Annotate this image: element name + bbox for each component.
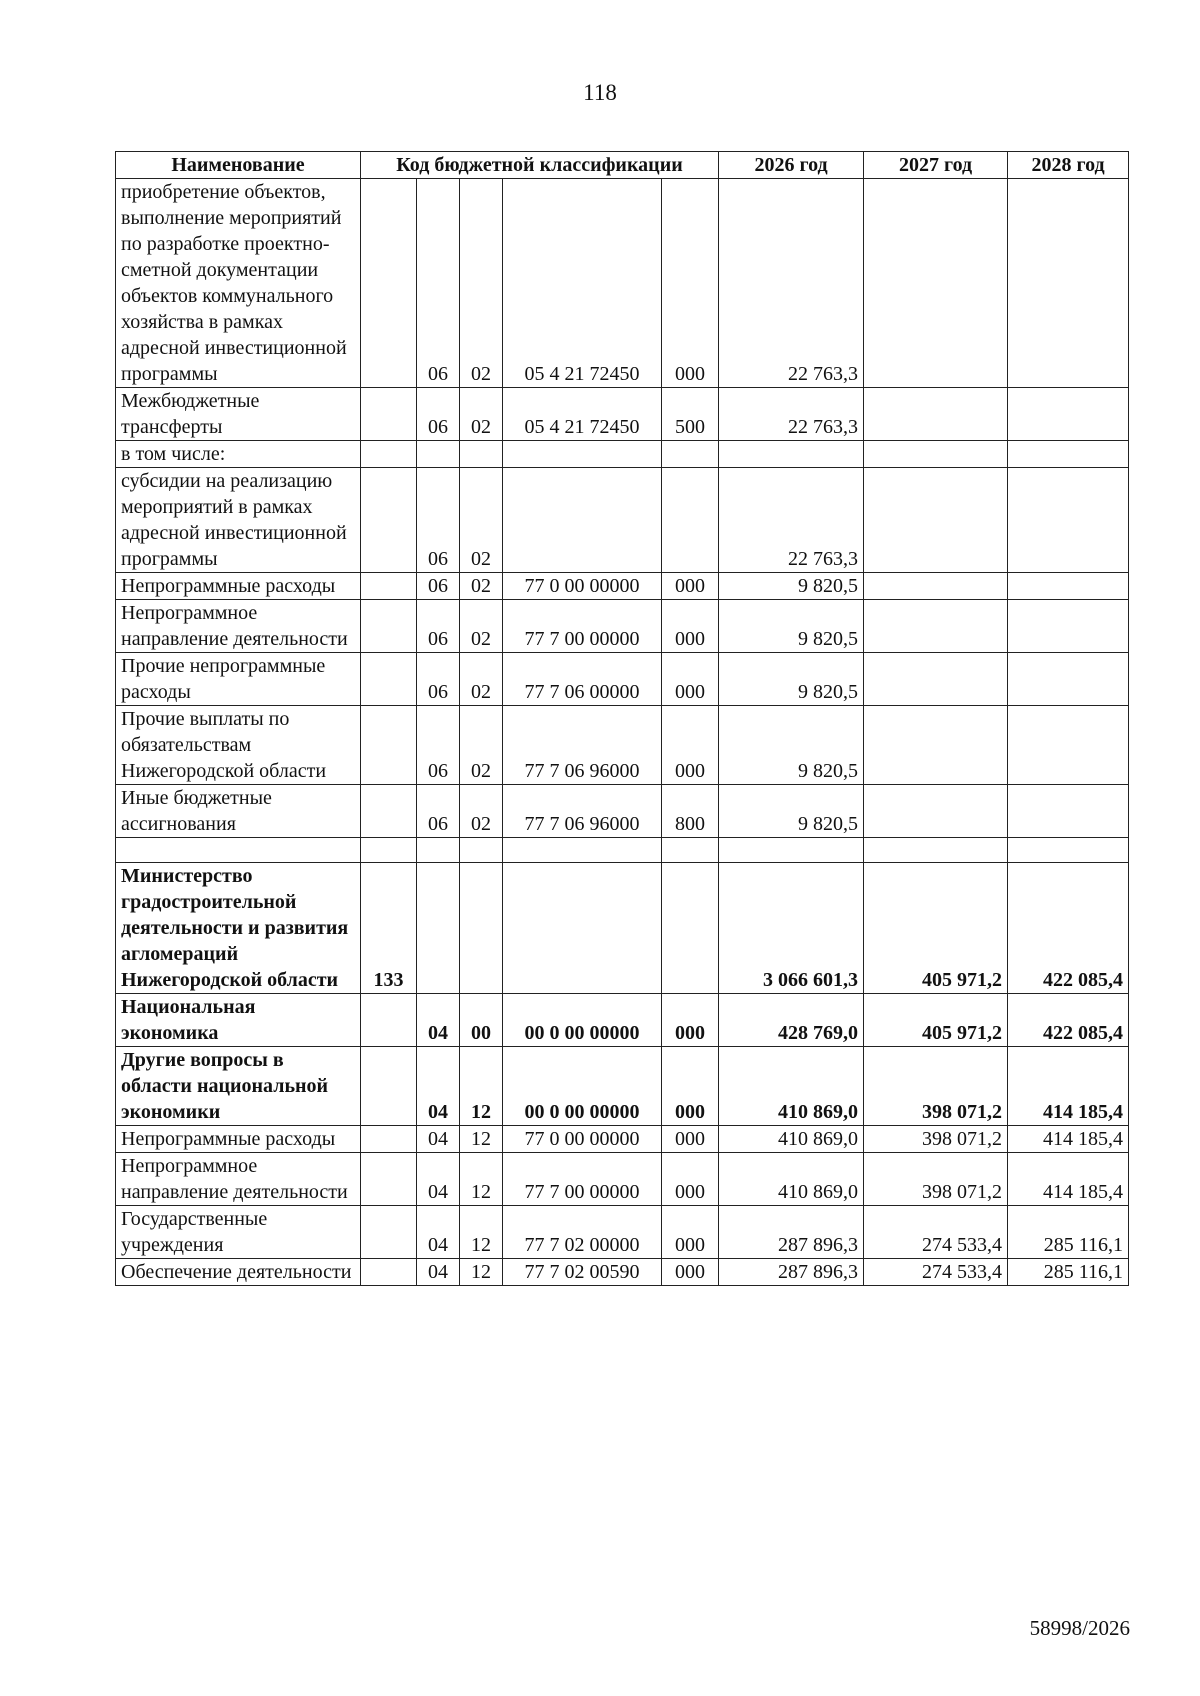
code-section: 04: [417, 994, 460, 1047]
code-subsection: [460, 441, 503, 468]
value-2026: 3 066 601,3: [719, 863, 864, 994]
row-name: Непрограммные расходы: [116, 573, 361, 600]
code-ministry: [361, 1206, 417, 1259]
row-name: Обеспечение деятельности: [116, 1259, 361, 1286]
value-2028: 422 085,4: [1008, 994, 1129, 1047]
code-section: [417, 441, 460, 468]
value-2028: 285 116,1: [1008, 1206, 1129, 1259]
value-2026: 287 896,3: [719, 1259, 864, 1286]
table-row: [116, 1126, 1129, 1153]
code-target-article: 00 0 00 00000: [503, 994, 662, 1047]
code-ministry: [361, 838, 417, 863]
code-section: 06: [417, 600, 460, 653]
value-2027: [864, 653, 1008, 706]
code-expense-type: [662, 468, 719, 573]
code-expense-type: [662, 441, 719, 468]
code-subsection: 12: [460, 1206, 503, 1259]
value-2027: [864, 573, 1008, 600]
value-2027: 405 971,2: [864, 863, 1008, 994]
code-subsection: 12: [460, 1126, 503, 1153]
value-2026: 22 763,3: [719, 468, 864, 573]
value-2027: 398 071,2: [864, 1153, 1008, 1206]
code-subsection: 02: [460, 600, 503, 653]
code-ministry: [361, 468, 417, 573]
code-section: 04: [417, 1206, 460, 1259]
code-target-article: [503, 441, 662, 468]
code-section: 06: [417, 573, 460, 600]
value-2026: 428 769,0: [719, 994, 864, 1047]
value-2027: 398 071,2: [864, 1047, 1008, 1126]
header-name: Наименование: [116, 152, 361, 179]
code-section: 06: [417, 653, 460, 706]
value-2026: [719, 441, 864, 468]
value-2027: [864, 441, 1008, 468]
code-subsection: 02: [460, 388, 503, 441]
code-ministry: [361, 706, 417, 785]
code-subsection: 12: [460, 1259, 503, 1286]
header-2026: 2026 год: [719, 152, 864, 179]
row-name: Межбюджетные трансферты: [116, 388, 361, 441]
row-name: Непрограммные расходы: [116, 1126, 361, 1153]
code-ministry: [361, 994, 417, 1047]
table-row: [116, 441, 1129, 468]
code-expense-type: 000: [662, 1126, 719, 1153]
value-2026: 410 869,0: [719, 1153, 864, 1206]
value-2028: [1008, 706, 1129, 785]
row-name: Министерство градостроительной деятельности и развития агломераций Нижегородской области: [116, 863, 361, 994]
code-expense-type: 000: [662, 994, 719, 1047]
code-expense-type: 800: [662, 785, 719, 838]
code-target-article: 77 7 06 96000: [503, 785, 662, 838]
code-expense-type: 000: [662, 573, 719, 600]
code-expense-type: 000: [662, 179, 719, 388]
value-2027: 274 533,4: [864, 1206, 1008, 1259]
code-target-article: 77 7 00 00000: [503, 1153, 662, 1206]
code-section: 04: [417, 1047, 460, 1126]
value-2027: [864, 179, 1008, 388]
row-name: приобретение объектов, выполнение мероприятий по разработке проектно-сметной документации объектов коммунального хозяйства в рамках адресной инвестиционной программы: [116, 179, 361, 388]
value-2028: [1008, 179, 1129, 388]
code-expense-type: 000: [662, 653, 719, 706]
value-2028: [1008, 468, 1129, 573]
table-row: [116, 1206, 1129, 1259]
row-name: [116, 838, 361, 863]
code-expense-type: [662, 863, 719, 994]
page-number: 118: [583, 80, 617, 105]
value-2027: [864, 388, 1008, 441]
table-row: [116, 1259, 1129, 1286]
table-row: [116, 706, 1129, 785]
code-ministry: [361, 179, 417, 388]
table-row: [116, 785, 1129, 838]
code-target-article: 00 0 00 00000: [503, 1047, 662, 1126]
value-2028: [1008, 653, 1129, 706]
code-subsection: 00: [460, 994, 503, 1047]
value-2027: [864, 706, 1008, 785]
code-target-article: 77 7 06 00000: [503, 653, 662, 706]
row-name: Прочие выплаты по обязательствам Нижегородской области: [116, 706, 361, 785]
value-2026: 410 869,0: [719, 1047, 864, 1126]
code-subsection: 02: [460, 785, 503, 838]
code-ministry: [361, 388, 417, 441]
value-2026: 9 820,5: [719, 785, 864, 838]
value-2027: [864, 468, 1008, 573]
value-2028: [1008, 388, 1129, 441]
value-2026: 9 820,5: [719, 653, 864, 706]
code-expense-type: 000: [662, 1259, 719, 1286]
code-ministry: [361, 1259, 417, 1286]
header-row: [116, 152, 1129, 179]
value-2028: [1008, 838, 1129, 863]
value-2027: [864, 838, 1008, 863]
value-2028: 285 116,1: [1008, 1259, 1129, 1286]
code-ministry: [361, 1126, 417, 1153]
code-expense-type: 000: [662, 600, 719, 653]
value-2026: 410 869,0: [719, 1126, 864, 1153]
code-ministry: [361, 653, 417, 706]
row-name: в том числе:: [116, 441, 361, 468]
document-registration-number: 58998/2026: [1029, 1616, 1130, 1640]
code-subsection: 02: [460, 179, 503, 388]
table-row: [116, 653, 1129, 706]
value-2026: 287 896,3: [719, 1206, 864, 1259]
value-2028: [1008, 573, 1129, 600]
code-section: 06: [417, 388, 460, 441]
value-2026: 9 820,5: [719, 706, 864, 785]
table-row: [116, 1153, 1129, 1206]
code-subsection: [460, 863, 503, 994]
code-subsection: 02: [460, 706, 503, 785]
code-section: 06: [417, 468, 460, 573]
code-expense-type: 000: [662, 1153, 719, 1206]
code-ministry: [361, 1153, 417, 1206]
code-subsection: 02: [460, 468, 503, 573]
value-2026: 9 820,5: [719, 573, 864, 600]
row-name: Национальная экономика: [116, 994, 361, 1047]
row-name: Прочие непрограммные расходы: [116, 653, 361, 706]
value-2028: [1008, 441, 1129, 468]
code-target-article: [503, 468, 662, 573]
value-2026: 22 763,3: [719, 388, 864, 441]
code-expense-type: [662, 838, 719, 863]
row-name: субсидии на реализацию мероприятий в рамках адресной инвестиционной программы: [116, 468, 361, 573]
code-target-article: 77 0 00 00000: [503, 1126, 662, 1153]
code-target-article: 77 7 02 00590: [503, 1259, 662, 1286]
budget-table: [115, 151, 1129, 1286]
value-2027: [864, 785, 1008, 838]
table-row: [116, 1047, 1129, 1126]
row-name: Государственные учреждения: [116, 1206, 361, 1259]
row-name: Непрограммное направление деятельности: [116, 600, 361, 653]
code-subsection: 12: [460, 1047, 503, 1126]
code-section: 06: [417, 785, 460, 838]
table-row: [116, 468, 1129, 573]
table-row: [116, 863, 1129, 994]
value-2028: 414 185,4: [1008, 1153, 1129, 1206]
code-subsection: [460, 838, 503, 863]
value-2027: [864, 600, 1008, 653]
value-2026: [719, 838, 864, 863]
header-2027: 2027 год: [864, 152, 1008, 179]
code-section: 06: [417, 179, 460, 388]
row-name: Непрограммное направление деятельности: [116, 1153, 361, 1206]
code-section: 06: [417, 706, 460, 785]
value-2026: 9 820,5: [719, 600, 864, 653]
header-2028: 2028 год: [1008, 152, 1129, 179]
code-target-article: [503, 838, 662, 863]
code-section: 04: [417, 1259, 460, 1286]
value-2028: 414 185,4: [1008, 1126, 1129, 1153]
code-target-article: 05 4 21 72450: [503, 179, 662, 388]
value-2026: 22 763,3: [719, 179, 864, 388]
header-code: Код бюджетной классификации: [361, 152, 719, 179]
table-row: [116, 994, 1129, 1047]
code-expense-type: 000: [662, 1206, 719, 1259]
code-target-article: 77 7 06 96000: [503, 706, 662, 785]
table-row: [116, 179, 1129, 388]
code-target-article: 77 0 00 00000: [503, 573, 662, 600]
value-2027: 405 971,2: [864, 994, 1008, 1047]
value-2028: 422 085,4: [1008, 863, 1129, 994]
code-subsection: 02: [460, 573, 503, 600]
code-expense-type: 000: [662, 706, 719, 785]
code-section: [417, 863, 460, 994]
table-row: [116, 573, 1129, 600]
code-ministry: [361, 573, 417, 600]
code-ministry: 133: [361, 863, 417, 994]
code-section: [417, 838, 460, 863]
code-target-article: [503, 863, 662, 994]
code-expense-type: 000: [662, 1047, 719, 1126]
code-section: 04: [417, 1153, 460, 1206]
row-name: Другие вопросы в области национальной экономики: [116, 1047, 361, 1126]
code-ministry: [361, 1047, 417, 1126]
value-2028: 414 185,4: [1008, 1047, 1129, 1126]
code-ministry: [361, 785, 417, 838]
code-ministry: [361, 441, 417, 468]
value-2027: 398 071,2: [864, 1126, 1008, 1153]
code-subsection: 12: [460, 1153, 503, 1206]
code-target-article: 05 4 21 72450: [503, 388, 662, 441]
code-target-article: 77 7 02 00000: [503, 1206, 662, 1259]
value-2027: 274 533,4: [864, 1259, 1008, 1286]
table-row-blank: [116, 838, 1129, 863]
table-row: [116, 600, 1129, 653]
code-ministry: [361, 600, 417, 653]
value-2028: [1008, 600, 1129, 653]
code-target-article: 77 7 00 00000: [503, 600, 662, 653]
table-row: [116, 388, 1129, 441]
code-expense-type: 500: [662, 388, 719, 441]
value-2028: [1008, 785, 1129, 838]
code-subsection: 02: [460, 653, 503, 706]
row-name: Иные бюджетные ассигнования: [116, 785, 361, 838]
code-section: 04: [417, 1126, 460, 1153]
